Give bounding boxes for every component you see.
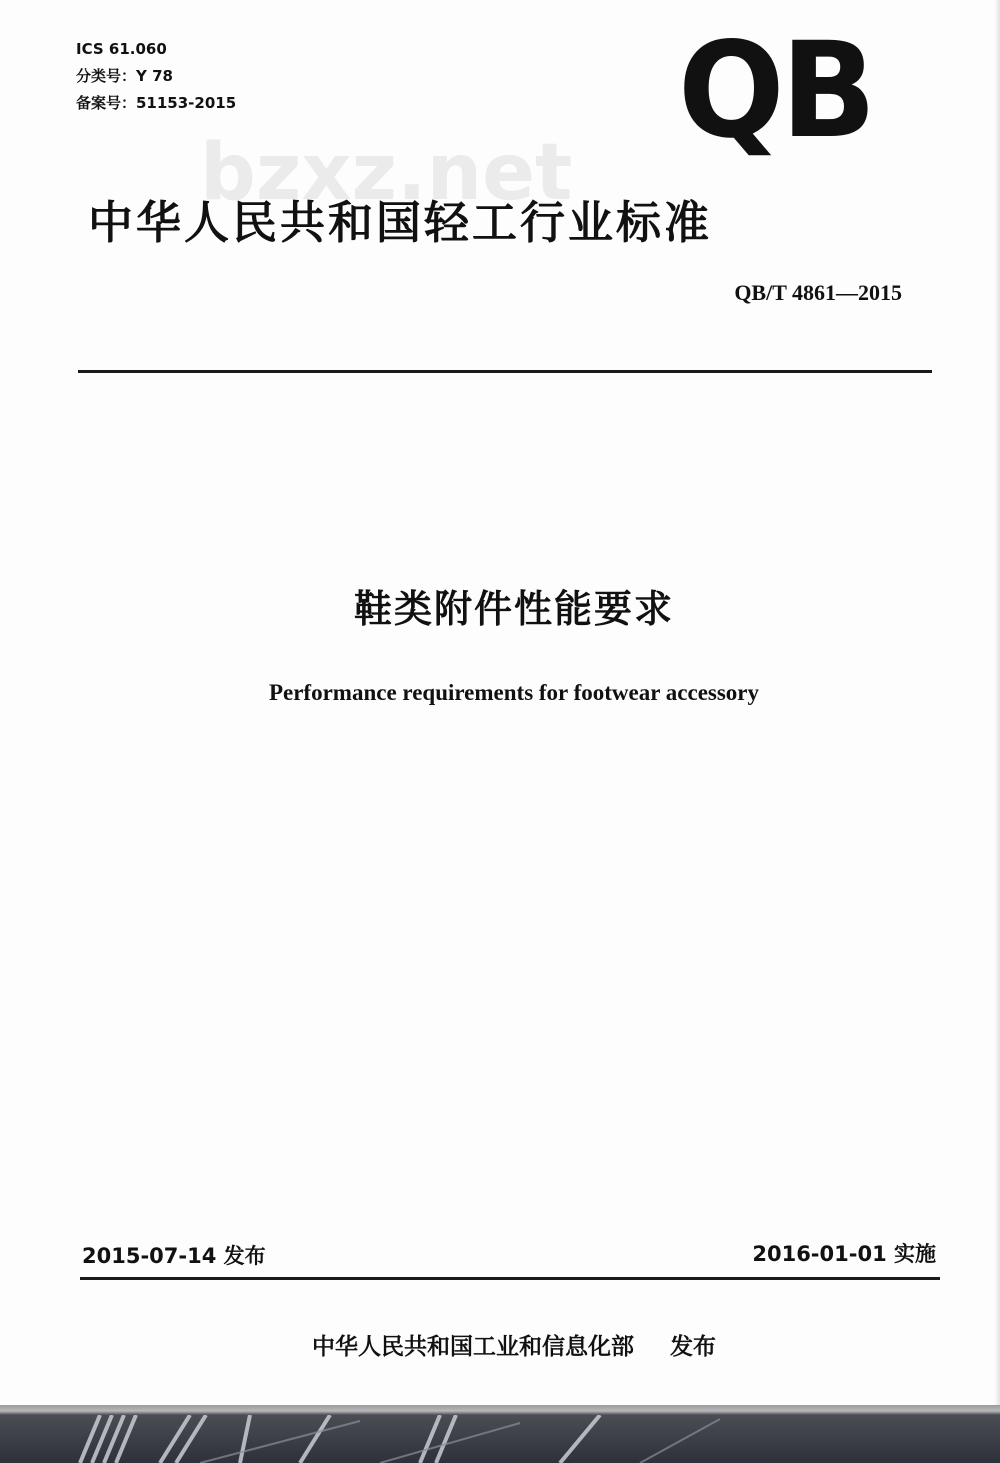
standard-number: QB/T 4861—2015: [734, 280, 902, 305]
watermark: bzxz.net: [200, 128, 573, 218]
publish-date: 2015-07-14 发布: [82, 1244, 266, 1268]
issuer-line: [14, 1328, 1000, 1361]
issuer-name: 中华人民共和国工业和信息化部: [312, 1334, 634, 1360]
standard-title: 中华人民共和国轻工行业标准: [88, 196, 713, 249]
ics-code: ICS 61.060: [76, 40, 167, 58]
qb-logo: QB: [678, 14, 873, 168]
page-edge-shadow: [994, 0, 1000, 1405]
classification-code: 分类号：Y 78: [76, 67, 173, 85]
document-title-cn: 鞋类附件性能要求: [353, 587, 674, 631]
top-divider: [78, 370, 932, 373]
issuer-action: 发布: [670, 1334, 716, 1360]
header-meta: [76, 36, 236, 117]
document-title-en: Performance requirements for footwear accessory: [268, 680, 760, 705]
record-number: 备案号：51153-2015: [76, 94, 237, 112]
decorative-stripes: [0, 1415, 1000, 1463]
bottom-divider: [80, 1277, 940, 1280]
background-photo-strip: [0, 1405, 1000, 1463]
implement-date: 2016-01-01 实施: [752, 1242, 936, 1266]
